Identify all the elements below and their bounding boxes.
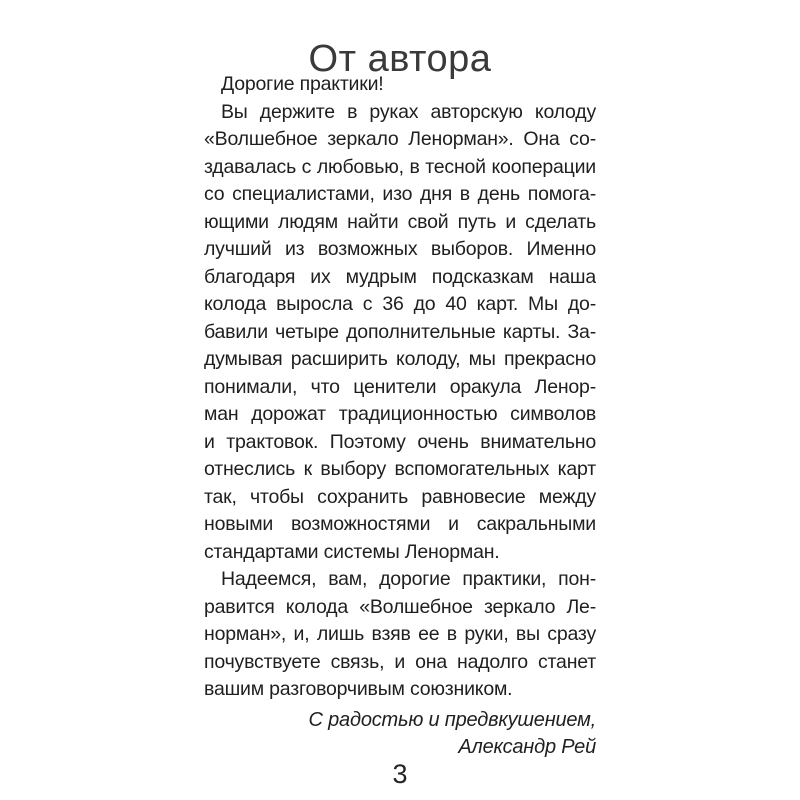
body-line: Вы держите в руках авторскую колоду xyxy=(221,100,596,123)
salutation-line: Дорогие практики! xyxy=(221,73,384,95)
body-line: отнеслись к выбору вспомогательных карт xyxy=(204,458,596,480)
body-line: бавили четыре дополнительные карты. За- xyxy=(204,320,596,343)
signature-line: С радостью и предвкушением, xyxy=(308,708,596,731)
page-number: 3 xyxy=(392,759,408,789)
signature-line: Александр Рей xyxy=(458,736,596,758)
author-signature xyxy=(204,707,596,762)
body-line: Надеемся, вам, дорогие практики, пон- xyxy=(221,568,596,590)
body-line: и трактовок. Поэтому очень внимательно xyxy=(204,430,596,453)
body-line: новыми возможностями и сакральными xyxy=(204,513,596,535)
body-line: так, чтобы сохранить равновесие между xyxy=(204,485,596,508)
body-line: вашим разговорчивым союзником. xyxy=(204,678,513,700)
body-line: ющими людям найти свой путь и сделать xyxy=(204,210,596,233)
page-title: От автора xyxy=(308,38,492,81)
body-line: стандартами системы Ленорман. xyxy=(204,540,500,563)
body-line: со специалистами, изо дня в день помога- xyxy=(204,183,596,205)
body-text xyxy=(204,71,596,762)
body-line: понимали, что ценители оракула Ленор- xyxy=(204,375,596,398)
body-line: норман», и, лишь взяв ее в руки, вы сразу xyxy=(204,623,596,645)
body-line: думывая расширить колоду, мы прекрасно xyxy=(204,348,596,370)
body-line: ман дорожат традиционностью символов xyxy=(204,403,596,425)
body-line: «Волшебное зеркало Ленорман». Она со- xyxy=(204,128,596,150)
body-line: равится колода «Волшебное зеркало Ле- xyxy=(204,595,596,618)
paragraph-2 xyxy=(204,566,596,704)
body-line: лучший из возможных выборов. Именно xyxy=(204,238,596,260)
paragraph-1 xyxy=(204,99,596,567)
body-line: благодаря их мудрым подсказкам наша xyxy=(204,265,596,288)
body-line: колода выросла с 36 до 40 карт. Мы до- xyxy=(204,293,596,315)
body-line: здавалась с любовью, в тесной кооперации xyxy=(204,155,596,178)
body-line: почувствуете связь, и она надолго станет xyxy=(204,650,596,673)
